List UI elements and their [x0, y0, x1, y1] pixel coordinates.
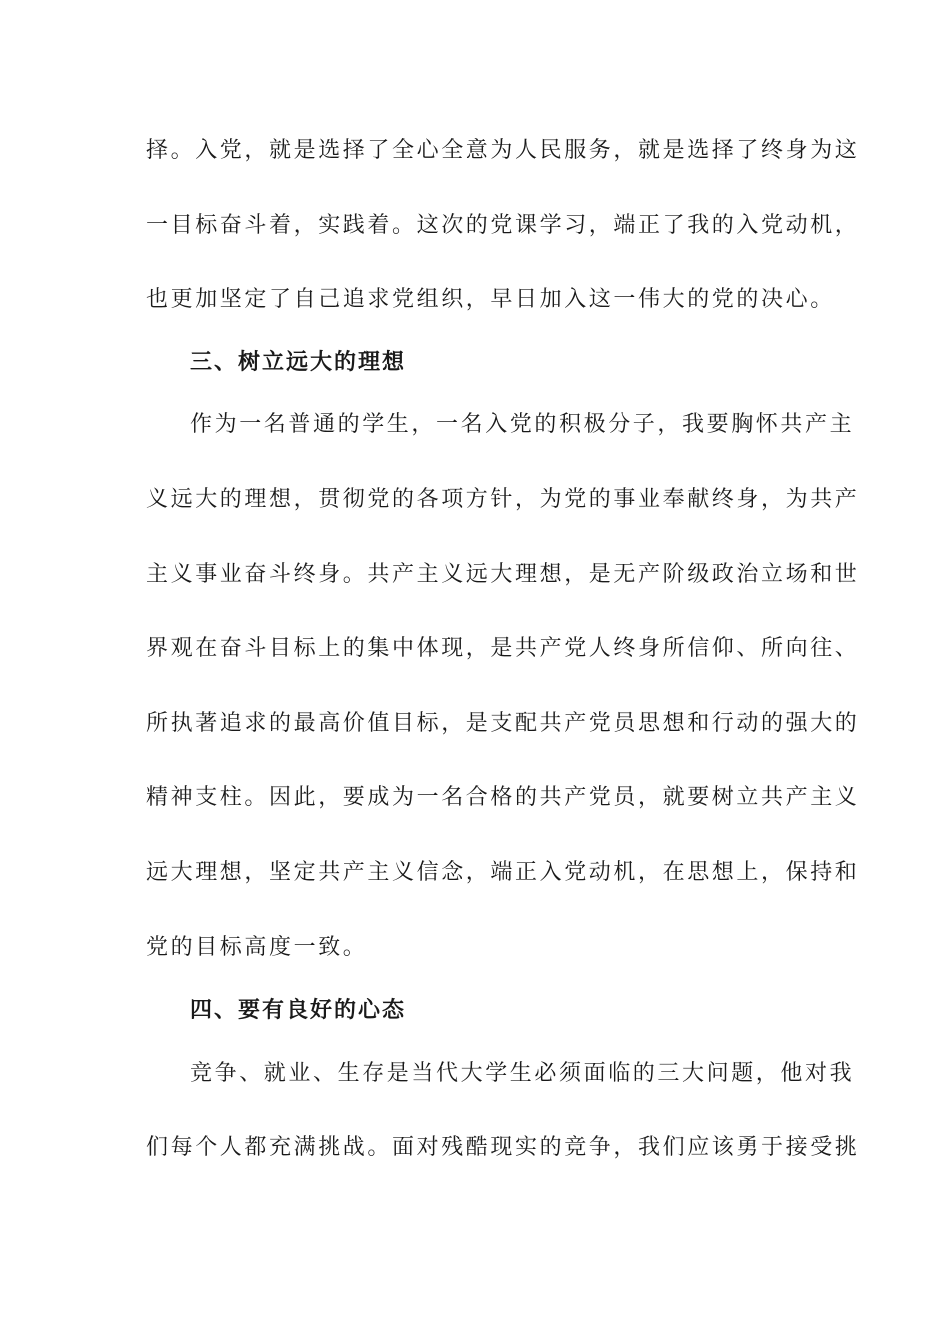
paragraph-line: 党的目标高度一致。	[146, 935, 368, 960]
paragraph-line: 一目标奋斗着，实践着。这次的党课学习，端正了我的入党动机，	[146, 213, 860, 238]
paragraph-line: 主义事业奋斗终身。共产主义远大理想，是无产阶级政治立场和世	[146, 562, 860, 587]
paragraph-line: 竞争、就业、生存是当代大学生必须面临的三大问题，他对我	[190, 1061, 855, 1086]
paragraph-line: 远大理想，坚定共产主义信念，端正入党动机，在思想上，保持和	[146, 860, 860, 885]
paragraph-line: 义远大的理想，贯彻党的各项方针，为党的事业奉献终身，为共产	[146, 487, 860, 512]
paragraph-line: 也更加坚定了自己追求党组织，早日加入这一伟大的党的决心。	[146, 287, 835, 312]
section-heading: 三、树立远大的理想	[190, 350, 407, 375]
paragraph-line: 所执著追求的最高价值目标，是支配共产党员思想和行动的强大的	[146, 711, 860, 736]
section-heading: 四、要有良好的心态	[190, 998, 407, 1023]
paragraph-line: 精神支柱。因此，要成为一名合格的共产党员，就要树立共产主义	[146, 785, 860, 810]
paragraph-line: 作为一名普通的学生，一名入党的积极分子，我要胸怀共产主	[190, 412, 855, 437]
paragraph-line: 择。入党，就是选择了全心全意为人民服务，就是选择了终身为这	[146, 138, 860, 163]
paragraph-line: 们每个人都充满挑战。面对残酷现实的竞争，我们应该勇于接受挑	[146, 1135, 860, 1160]
paragraph-line: 界观在奋斗目标上的集中体现，是共产党人终身所信仰、所向往、	[146, 636, 860, 661]
